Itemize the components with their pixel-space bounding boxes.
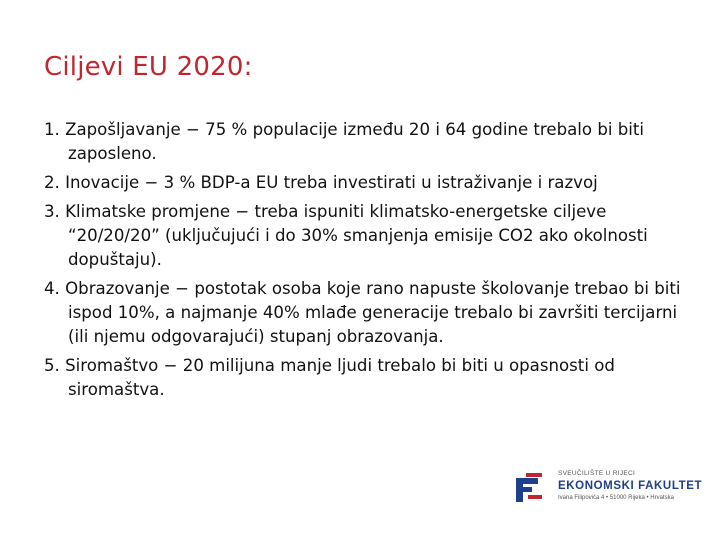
faculty-logo [514,470,704,510]
slide-title: Ciljevi EU 2020: [44,52,253,82]
goals-list [44,118,694,407]
faculty-logo-icon [514,472,544,506]
faculty-address: Ivana Filipovića 4 • 51000 Rijeka • Hrvatska [558,495,674,501]
faculty-logo-text [558,470,708,503]
goal-item-innovation: 2. Inovacije − 3 % BDP-a EU treba investirati u istraživanje i razvoj [44,173,598,192]
goal-item-education: 4. Obrazovanje − postotak osoba koje rano napuste školovanje trebao bi biti ispod 10%, a najmanje 40% mlađe generacije trebalo bi završiti tercijarni (ili njemu odgovarajući) stupanj obrazovanja. [44,279,681,346]
goal-item-employment: 1. Zapošljavanje − 75 % populacije između 20 i 64 godine trebalo bi biti zaposleno. [44,120,645,163]
goal-item-poverty: 5. Siromaštvo − 20 milijuna manje ljudi trebalo bi biti u opasnosti od siromaštva. [44,356,615,399]
university-name: SVEUČILIŠTE U RIJECI [558,470,636,477]
goal-item-climate: 3. Klimatske promjene − treba ispuniti klimatsko-energetske ciljeve “20/20/20” (uključujući i do 30% smanjenja emisije CO2 ako okolnosti dopuštaju). [44,202,648,269]
faculty-name: EKONOMSKI FAKULTET [558,480,703,492]
